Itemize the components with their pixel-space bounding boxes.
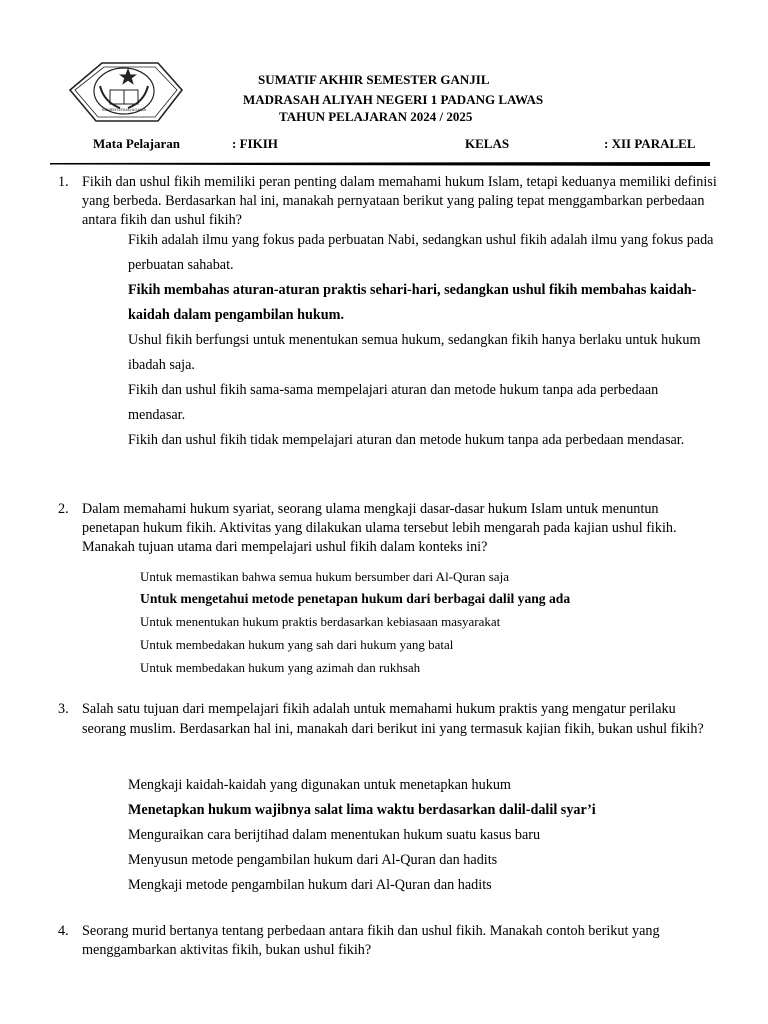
q2-option-e: Untuk membedakan hukum yang azimah dan rukhsah [140, 660, 421, 675]
header-divider [50, 153, 710, 156]
q3-option-e: Mengkaji metode pengambilan hukum dari Al-Quran dan hadits [128, 877, 492, 893]
madrasah-logo [66, 60, 186, 124]
q3-option-c: Menguraikan cara berijtihad dalam menentukan hukum suatu kasus baru [128, 827, 541, 843]
subject-value: : FIKIH [232, 136, 278, 151]
question-number: 4. [58, 923, 69, 939]
subject-label: Mata Pelajaran [93, 136, 181, 151]
q2-option-d: Untuk membedakan hukum yang sah dari hukum yang batal [140, 637, 454, 652]
q2-option-c: Untuk menentukan hukum praktis berdasarkan kebiasaan masyarakat [140, 614, 501, 629]
question-4 [58, 922, 718, 960]
header-year: TAHUN PELAJARAN 2024 / 2025 [279, 109, 473, 124]
question-text: Dalam memahami hukum syariat, seorang ulama mengkaji dasar-dasar hukum Islam untuk menuntun penetapan hukum fikih. Aktivitas yang dilakukan ulama tersebut lebih mengarah pada kajian ushul fikih. Manakah tujuan utama dari mempelajari ushul fikih dalam konteks ini? [82, 501, 677, 555]
q1-option-c: Ushul fikih berfungsi untuk menentukan semua hukum, sedangkan fikih hanya berlaku untuk hukum ibadah saja. [128, 332, 701, 373]
header-school: MADRASAH ALIYAH NEGERI 1 PADANG LAWAS [243, 92, 544, 107]
q1-option-b: Fikih membahas aturan-aturan praktis sehari-hari, sedangkan ushul fikih membahas kaidah-kaidah dalam pengambilan hukum. [128, 282, 697, 323]
question-number: 3. [58, 701, 69, 717]
question-text: Salah satu tujuan dari mempelajari fikih adalah untuk memahami hukum praktis yang mengatur perilaku seorang muslim. Berdasarkan hal ini, manakah dari berikut ini yang termasuk kajian fikih, bukan ushul fikih? [82, 701, 704, 737]
question-text: Fikih dan ushul fikih memiliki peran penting dalam memahami hukum Islam, tetapi keduanya memiliki definisi yang berbeda. Berdasarkan hal ini, manakah pernyataan berikut yang paling tepat menggambarkan perbedaan antara fikih dan ushul fikih? [82, 174, 717, 228]
q2-option-b: Untuk mengetahui metode penetapan hukum dari berbagai dalil yang ada [140, 591, 571, 606]
q1-option-d: Fikih dan ushul fikih sama-sama mempelajari aturan dan metode hukum tanpa ada perbedaan mendasar. [128, 382, 659, 423]
q3-option-d: Menyusun metode pengambilan hukum dari Al-Quran dan hadits [128, 852, 498, 868]
q3-option-a: Mengkaji kaidah-kaidah yang digunakan untuk menetapkan hukum [128, 777, 511, 793]
q2-option-a: Untuk memastikan bahwa semua hukum bersumber dari Al-Quran saja [140, 569, 509, 584]
header-title: SUMATIF AKHIR SEMESTER GANJIL [258, 72, 490, 87]
class-label: KELAS [465, 136, 510, 151]
question-number: 1. [58, 174, 69, 190]
class-value: : XII PARALEL [604, 136, 696, 151]
q1-option-e: Fikih dan ushul fikih tidak mempelajari aturan dan metode hukum tanpa ada perbedaan mendasar. [128, 432, 685, 448]
question-text: Seorang murid bertanya tentang perbedaan antara fikih dan ushul fikih. Manakah contoh berikut yang menggambarkan aktivitas fikih, bukan ushul fikih? [82, 923, 660, 958]
question-3 [58, 699, 718, 739]
question-number: 2. [58, 501, 69, 517]
logo-text: KEMENTERIAN AGAMA [101, 107, 147, 112]
q3-option-b: Menetapkan hukum wajibnya salat lima waktu berdasarkan dalil-dalil syar’i [128, 802, 596, 818]
question-2 [58, 500, 718, 557]
q1-option-a: Fikih adalah ilmu yang fokus pada perbuatan Nabi, sedangkan ushul fikih adalah ilmu yang fokus pada perbuatan sahabat. [128, 232, 714, 273]
question-1 [58, 173, 718, 230]
